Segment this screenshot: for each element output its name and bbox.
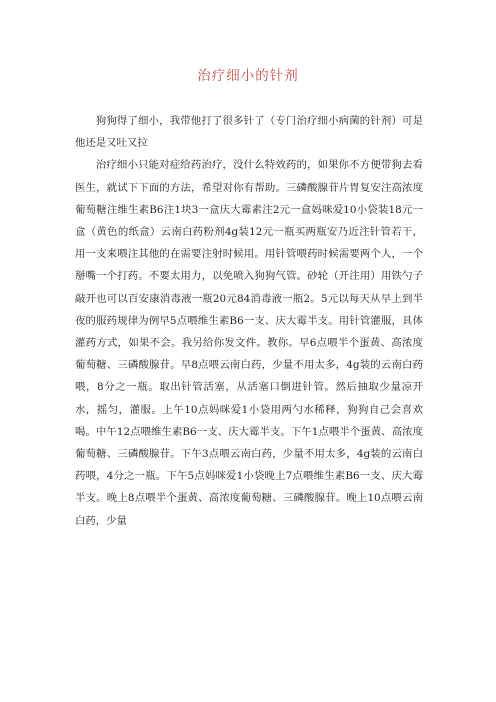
document-title: 治疗细小的针剂 [197, 68, 299, 84]
paragraph-answer: 治疗细小只能对症给药治疗，没什么特效药的，如果你不方便带狗去看医生，就试下下面的方法，希望对你有帮助。三磷酸腺苷片胃复安注高浓度葡萄糖注维生素B6注1块3一盒庆大霉素注2元一盒妈咪爱10小袋装18元一盒（黄色的纸盒）云南白药粉剂4g装12元一瓶买两瓶安乃近注针管若干，用一支来喂注其他的在需要注射时候用。用针管喂药时候需要两个人，一个掰嘴一个打药。不要太用力，以免喷入狗狗气管。砂轮（开注用）用铁勺子敲开也可以百安康消毒液一瓶20元84消毒液一瓶2。5元以每天从早上到半夜的服药规律为例早5点喂维生素B6一支、庆大霉半支。用针管灌服，具体灌药方式，如果不会。我另给你发文件。教你。早6点喂半个蛋黄、高浓度葡萄糖、三磷酸腺苷。早8点喂云南白药，少量不用太多，4g装的云南白药喂，8分之一瓶。取出针管活塞，从活塞口倒进针管。然后抽取少量凉开水，摇匀，灌服。上午10点妈咪爱1小袋用两勺水稀释，狗狗自己会喜欢喝。中午12点喂维生素B6一支、庆大霉半支。下午1点喂半个蛋黄、高浓度葡萄糖、三磷酸腺苷。下午3点喂云南白药，少量不用太多，4g装的云南白药喂，4分之一瓶。下午5点妈咪爱1小袋晚上7点喂维生素B6一支、庆大霉半支。晚上8点喂半个蛋黄、高浓度葡萄糖、三磷酸腺苷。晚上10点喂云南白药，少量 [75, 159, 423, 527]
document-body [75, 110, 423, 532]
paragraph-question: 狗狗得了细小，我带他打了很多针了（专门治疗细小病菌的针剂）可是他还是又吐又拉 [75, 115, 423, 150]
